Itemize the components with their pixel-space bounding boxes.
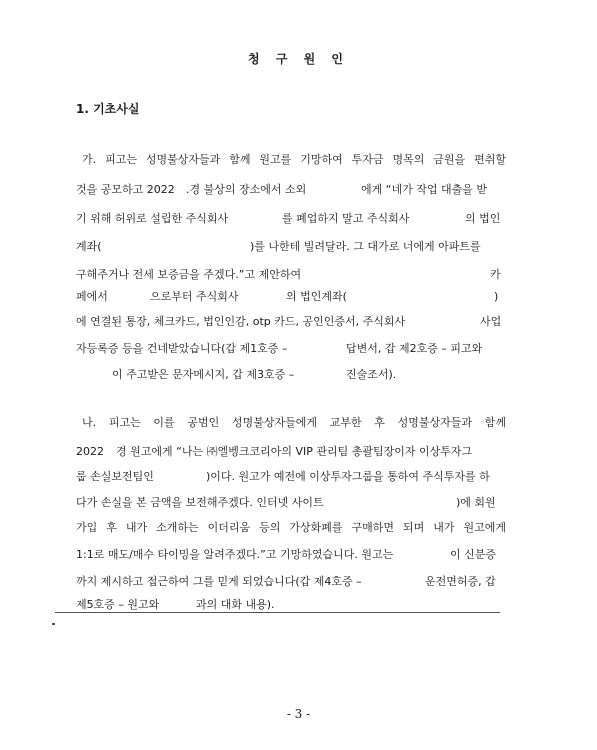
- text: 진술조서).: [346, 368, 397, 381]
- text: 으로부터 주식회사: [150, 290, 239, 303]
- text: 의 법인계좌(: [286, 290, 347, 303]
- page-number: - 3 -: [286, 707, 311, 721]
- text: 기 위해 허위로 설립한 주식회사: [76, 212, 229, 225]
- paragraph-line: [76, 519, 506, 537]
- text: 의 법인: [465, 212, 501, 225]
- text: 페에서: [76, 290, 108, 303]
- paragraph-line: [76, 210, 506, 228]
- paragraph-line: [76, 573, 506, 591]
- text: )이다. 원고가 예전에 이상투자그룹을 통하여 주식투자를 하: [206, 470, 490, 483]
- paragraph-line: [76, 238, 506, 256]
- paragraph-line: [76, 151, 506, 169]
- text: 사업: [480, 315, 502, 328]
- paragraph-line: [76, 181, 506, 199]
- text: 카: [490, 268, 501, 281]
- text: 가입 후 내가 소개하는 이더리움 등의 가상화폐를 구매하면 되며 내가 원고에게: [76, 521, 506, 534]
- text: 과의 대화 내용).: [196, 598, 275, 611]
- text: .경 불상의 장소에서 소외: [186, 183, 307, 196]
- paragraph-line: [76, 443, 506, 461]
- text: 이 주고받은 문자메시지, 갑 제3호증 –: [112, 368, 295, 381]
- text: 가. 피고는 성명불상자들과 함께 원고를 기망하여 투자금 명목의 금원을 편취할: [82, 153, 506, 166]
- text-underline: [55, 612, 500, 613]
- margin-mark: [52, 623, 55, 625]
- paragraph-line: [76, 288, 506, 306]
- text: )를 나한테 빌려달라. 그 대가로 너에게 아파트를: [250, 240, 481, 253]
- text: 이 신분증: [450, 548, 497, 561]
- text: 까지 제시하고 접근하여 그를 믿게 되었습니다(갑 제4호증 –: [76, 575, 362, 588]
- text: 제5호증 – 원고와: [76, 598, 160, 611]
- paragraph-line: [76, 546, 506, 564]
- paragraph-line: [76, 468, 506, 486]
- text: 계좌(: [76, 240, 102, 253]
- text: 에게 “네가 작업 대출을 받: [361, 183, 487, 196]
- paragraph-line: [76, 340, 506, 358]
- text: 1:1로 매도/매수 타이밍을 알려주겠다.”고 기망하였습니다. 원고는: [76, 548, 394, 561]
- text: 룹 손실보전팀인: [76, 470, 154, 483]
- paragraph-line: [76, 366, 506, 384]
- text: ): [494, 290, 499, 303]
- text: 에 연결된 통장, 체크카드, 법인인감, otp 카드, 공인인증서, 주식회사: [76, 315, 406, 328]
- text: 를 폐업하지 말고 주식회사: [282, 212, 410, 225]
- paragraph-line: [76, 313, 506, 331]
- text: 구해주거나 전세 보증금을 주겠다.”고 제안하여: [76, 268, 302, 281]
- text: 다가 손실을 본 금액을 보전해주겠다. 인터넷 사이트: [76, 496, 324, 509]
- paragraph-line: [76, 266, 506, 284]
- text: 경 원고에게 “나는 ㈜엘벵크코리아의 VIP 관리팀 총괄팀장이자 이상투자그: [116, 445, 473, 458]
- text: 2022: [76, 445, 104, 458]
- paragraph-line: [76, 414, 506, 432]
- text: 것을 공모하고 2022: [76, 183, 175, 196]
- text: 자등록증 등을 건네받았습니다(갑 제1호증 –: [76, 342, 288, 355]
- text: 답변서, 갑 제2호증 – 피고와: [346, 342, 483, 355]
- text: )에 회원: [456, 496, 496, 509]
- text: 나. 피고는 이를 공범인 성명불상자들에게 교부한 후 성명불상자들과 함께: [82, 416, 506, 429]
- section-heading: 1. 기초사실: [76, 102, 140, 116]
- paragraph-line: [76, 494, 506, 512]
- text: 운전면허증, 갑: [425, 575, 496, 588]
- document-title: 청 구 원 인: [248, 52, 349, 66]
